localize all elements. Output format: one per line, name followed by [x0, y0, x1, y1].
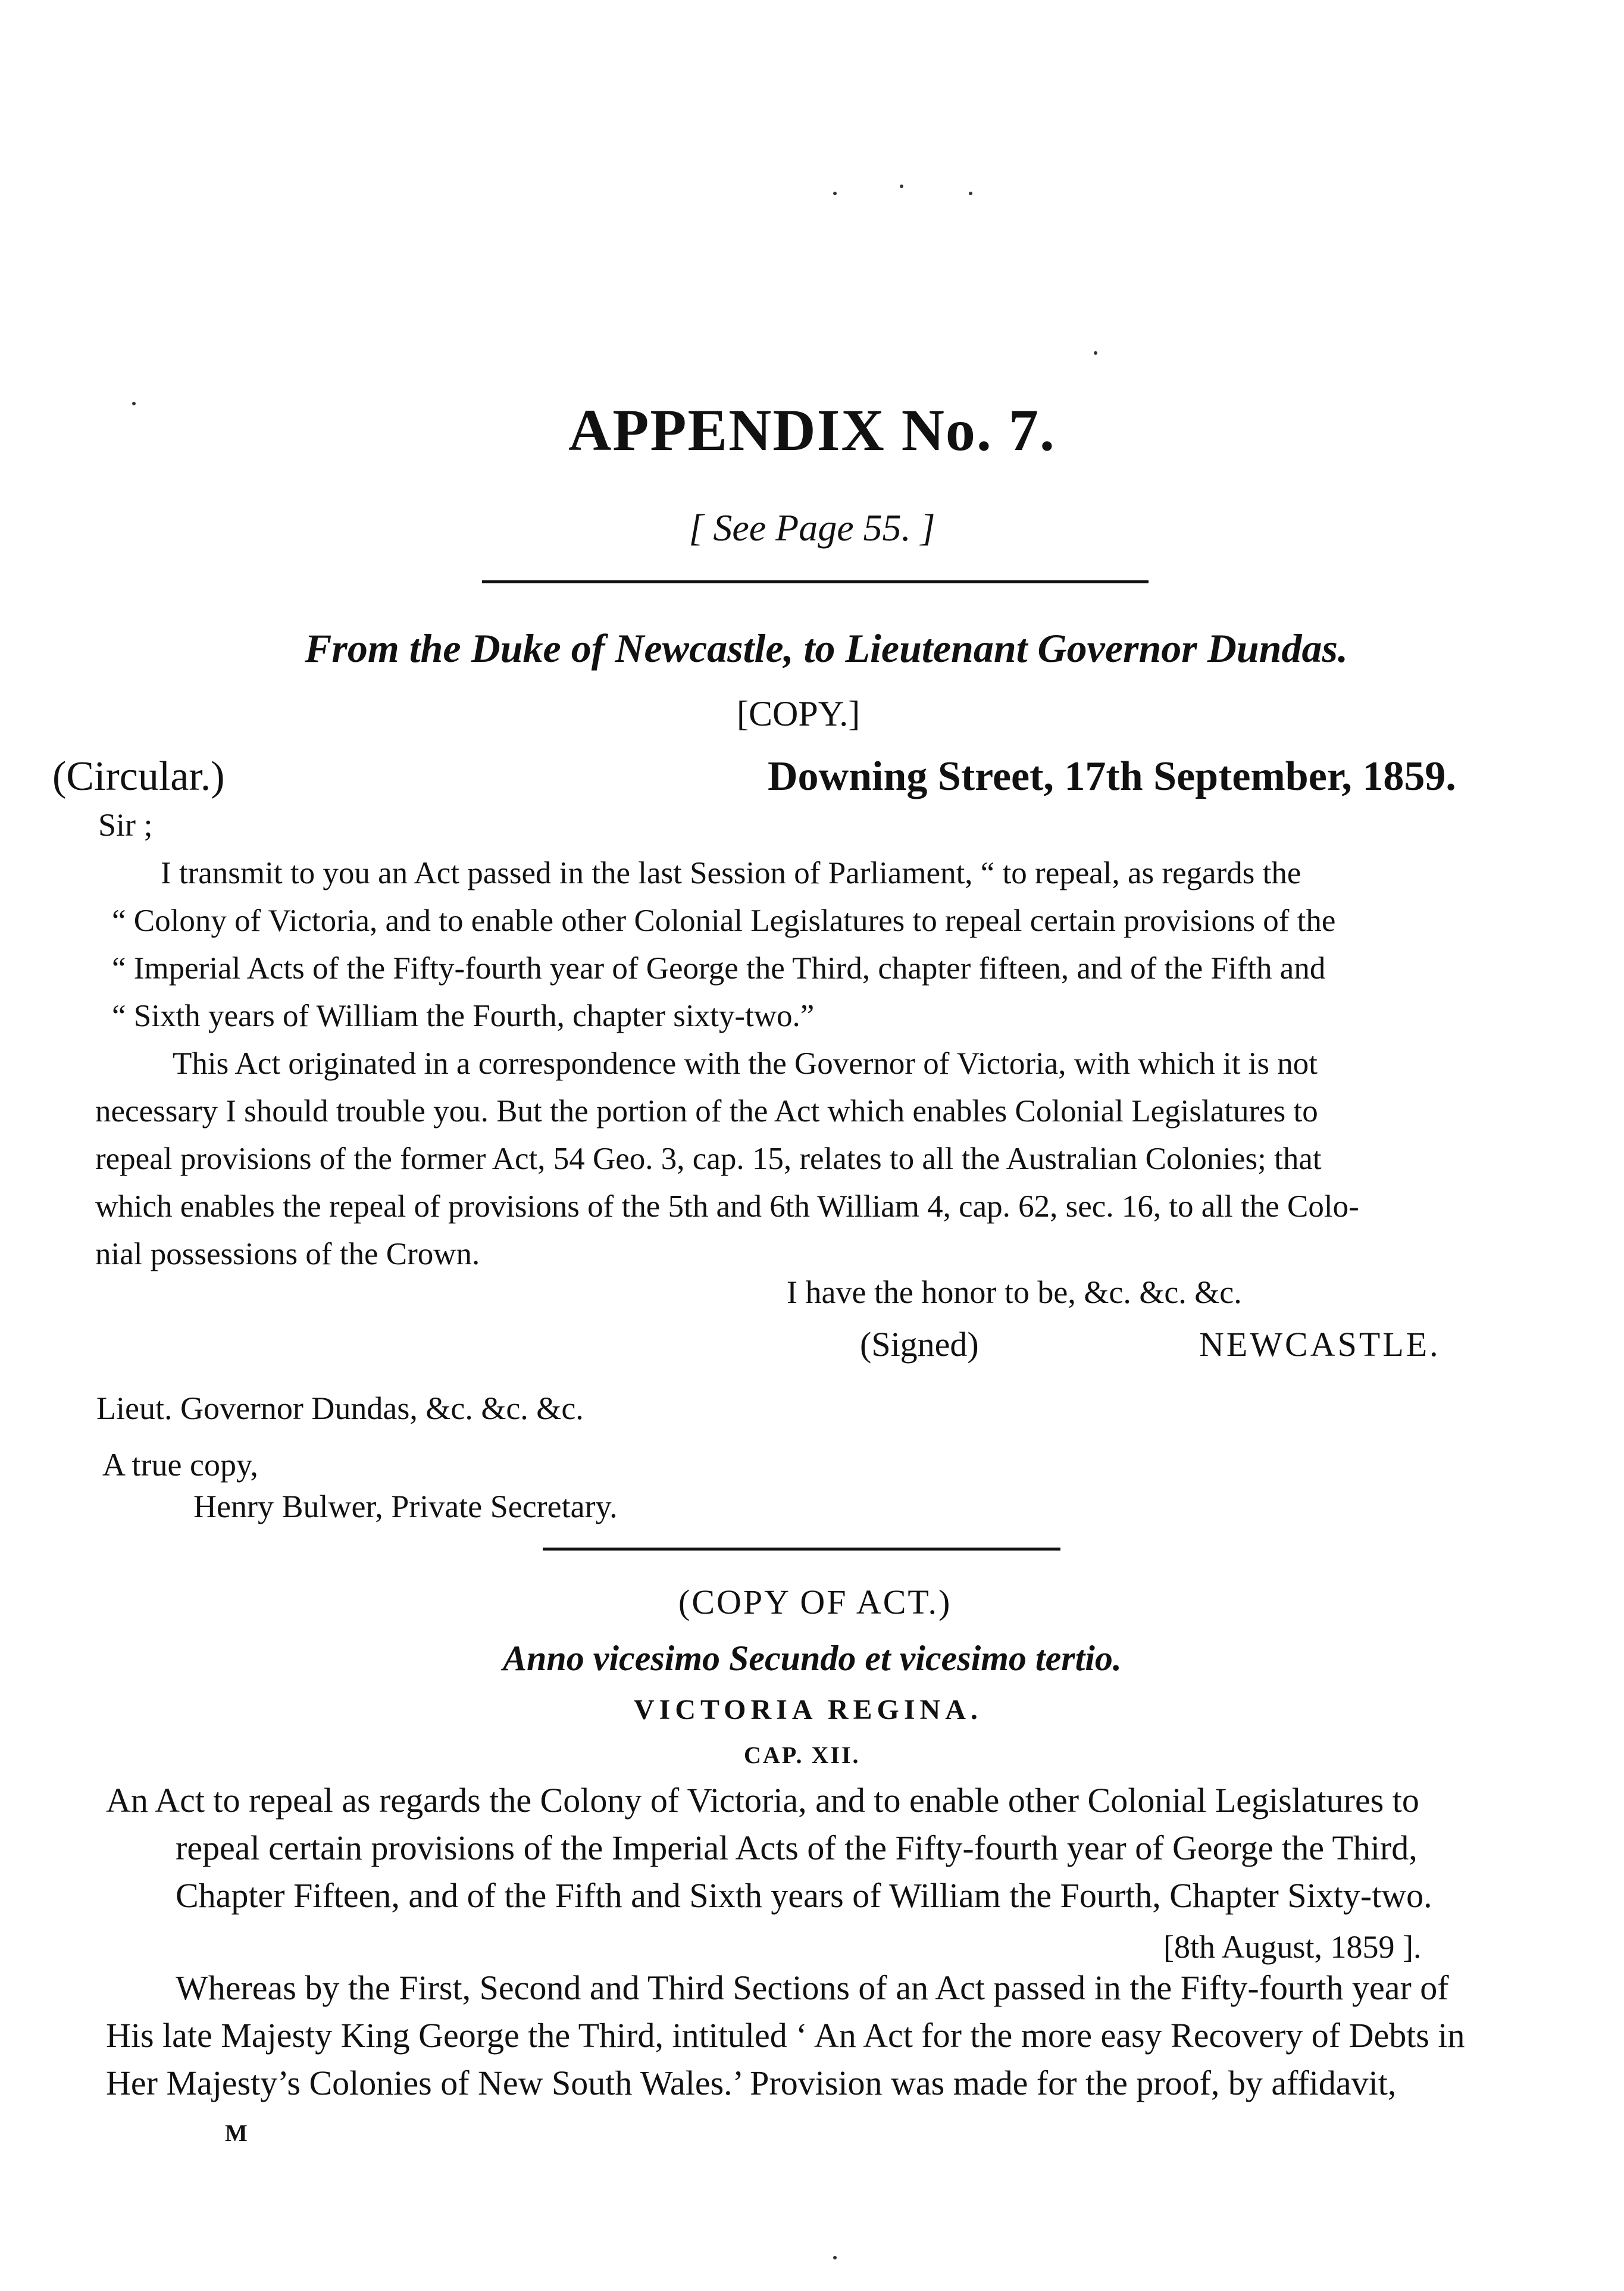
paragraph-1-line: “ Imperial Acts of the Fifty-fourth year of George the Third, chapter fifteen, and of the Fifth and: [112, 951, 1326, 986]
copy-label: [COPY.]: [737, 694, 860, 733]
speck-mark: [833, 2256, 837, 2259]
copy-of-act-label: (COPY OF ACT.): [678, 1583, 952, 1621]
paragraph-1-line: “ Colony of Victoria, and to enable other Colonial Legislatures to repeal certain provisions of the: [112, 904, 1336, 938]
paragraph-2-line: necessary I should trouble you. But the portion of the Act which enables Colonial Legislatures to: [95, 1094, 1318, 1129]
anno-line: Anno vicesimo Secundo et vicesimo tertio.: [503, 1639, 1122, 1678]
divider: [482, 580, 1149, 583]
speck-mark: [833, 192, 837, 195]
paragraph-2-line: nial possessions of the Crown.: [95, 1237, 480, 1271]
cap-number: CAP. XII.: [744, 1742, 860, 1768]
whereas-line: Her Majesty’s Colonies of New South Wales.’ Provision was made for the proof, by affidavit,: [106, 2064, 1397, 2102]
whereas-line: His late Majesty King George the Third, intituled ‘ An Act for the more easy Recovery of Debts in: [106, 2016, 1465, 2055]
act-title-line: An Act to repeal as regards the Colony of Victoria, and to enable other Colonial Legislatures to: [106, 1781, 1419, 1820]
secretary-line: Henry Bulwer, Private Secretary.: [193, 1489, 618, 1524]
act-date: [8th August, 1859 ].: [1163, 1929, 1422, 1965]
salutation: Sir ;: [98, 807, 153, 843]
place-date: Downing Street, 17th September, 1859.: [768, 754, 1456, 799]
paragraph-2-line: which enables the repeal of provisions of the 5th and 6th William 4, cap. 62, sec. 16, to all the Colo-: [95, 1189, 1359, 1224]
paragraph-1-line: “ Sixth years of William the Fourth, chapter sixty-two.”: [112, 999, 815, 1033]
speck-mark: [1094, 351, 1097, 355]
speck-mark: [969, 192, 972, 195]
from-line: From the Duke of Newcastle, to Lieutenant Governor Dundas.: [305, 626, 1348, 671]
signature-mark: M: [225, 2120, 249, 2146]
act-title-line: repeal certain provisions of the Imperial Acts of the Fifty-fourth year of George the Third,: [176, 1829, 1418, 1867]
paragraph-2-line: This Act originated in a correspondence with the Governor of Victoria, with which it is not: [173, 1046, 1318, 1081]
closing-line: I have the honor to be, &c. &c. &c.: [787, 1274, 1242, 1310]
true-copy-label: A true copy,: [102, 1447, 258, 1483]
see-page-reference: [ See Page 55. ]: [689, 507, 935, 549]
addressee-line: Lieut. Governor Dundas, &c. &c. &c.: [96, 1390, 584, 1426]
divider: [543, 1548, 1060, 1551]
circular-label: (Circular.): [52, 754, 225, 799]
signed-label: (Signed): [860, 1325, 979, 1364]
signature-name: NEWCASTLE.: [1199, 1325, 1441, 1364]
speck-mark: [900, 185, 903, 188]
paragraph-2-line: repeal provisions of the former Act, 54 Geo. 3, cap. 15, relates to all the Australian Colonies; that: [95, 1142, 1322, 1176]
act-title-line: Chapter Fifteen, and of the Fifth and Sixth years of William the Fourth, Chapter Sixty-two.: [176, 1876, 1432, 1915]
paragraph-1-line: I transmit to you an Act passed in the last Session of Parliament, “ to repeal, as regards the: [161, 856, 1301, 890]
page-title: APPENDIX No. 7.: [568, 397, 1056, 463]
whereas-line: Whereas by the First, Second and Third Sections of an Act passed in the Fifty-fourth year of: [176, 1968, 1449, 2007]
regina-line: VICTORIA REGINA.: [634, 1694, 982, 1726]
